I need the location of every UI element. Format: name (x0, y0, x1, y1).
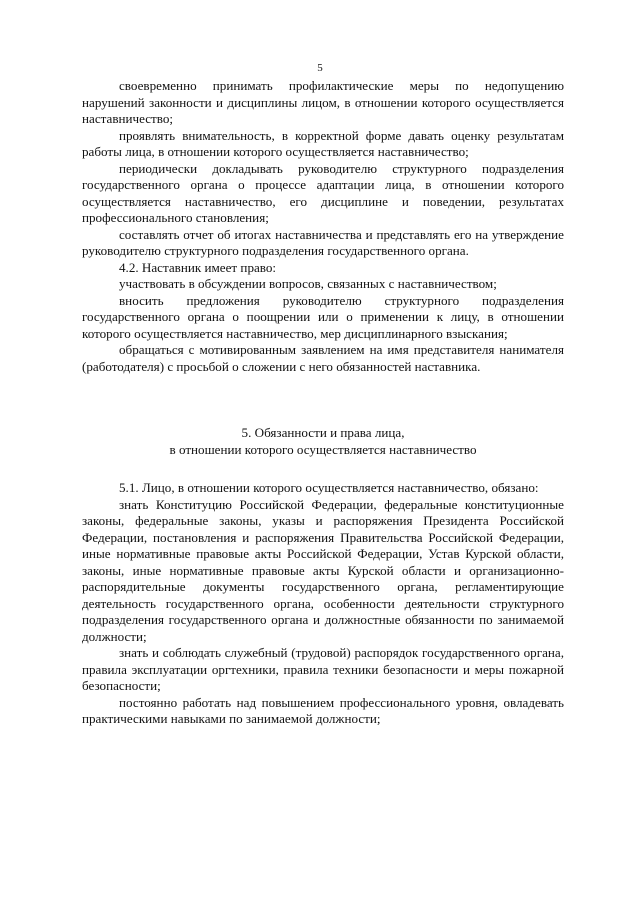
paragraph: знать и соблюдать служебный (трудовой) распорядок государственного органа, правила эксплуатации оргтехники, правила техники безопасности и меры пожарной безопасности; (82, 645, 564, 693)
paragraph: периодически докладывать руководителю структурного подразделения государственного органа о процессе адаптации лица, в отношении которого осуществляется наставничество, его дисциплине и поведении, результатах профессионального становления; (82, 160, 564, 225)
paragraph: знать Конституцию Российской Федерации, федеральные конституционные законы, федеральные законы, указы и распоряжения Президента Российской Федерации, постановления и распоряжения Правительства Российской Федерации, иные нормативные правовые акты Российской Федерации, Устав Курской области, законы, иные нормативные правовые акты Курской области и организационно-распорядительные документы государственного органа, регламентирующие деятельность государственного органа, особенности деятельности структурного подразделения государственного органа и должностные обязанности по занимаемой должности; (82, 496, 564, 644)
paragraph: постоянно работать над повышением профессионального уровня, овладевать практическими навыками по занимаемой должности; (82, 694, 564, 726)
paragraph: 5.1. Лицо, в отношении которого осуществляется наставничество, обязано: (119, 480, 539, 495)
paragraph: вносить предложения руководителю структурного подразделения государственного органа о поощрении или о применении к лицу, в отношении которого осуществляется наставничество, мер дисциплинарного взыскания; (82, 292, 564, 341)
clause-heading: 4.2. Наставник имеет право: (119, 259, 277, 275)
paragraph: обращаться с мотивированным заявлением на имя представителя нанимателя (работодателя) с просьбой о сложении с него обязанностей наставника. (82, 342, 564, 374)
paragraph: проявлять внимательность, в корректной форме давать оценку результатам работы лица, в отношении которого осуществляется наставничество; (82, 127, 564, 159)
paragraph: своевременно принимать профилактические меры по недопущению нарушений законности и дисциплины лицом, в отношении которого осуществляется наставничество; (82, 78, 564, 126)
paragraph: составлять отчет об итогах наставничества и представлять его на утверждение руководителю структурного подразделения государственного органа. (82, 226, 564, 258)
document-body (82, 78, 564, 728)
heading-gap (82, 458, 564, 480)
page-number: 5 (317, 62, 323, 74)
paragraph: участвовать в обсуждении вопросов, связанных с наставничеством; (119, 276, 497, 291)
section-heading-line-2: в отношении которого осуществляется наставничество (169, 441, 477, 457)
section-heading-line-1: 5. Обязанности и права лица, (241, 425, 405, 440)
section-gap (82, 375, 564, 425)
